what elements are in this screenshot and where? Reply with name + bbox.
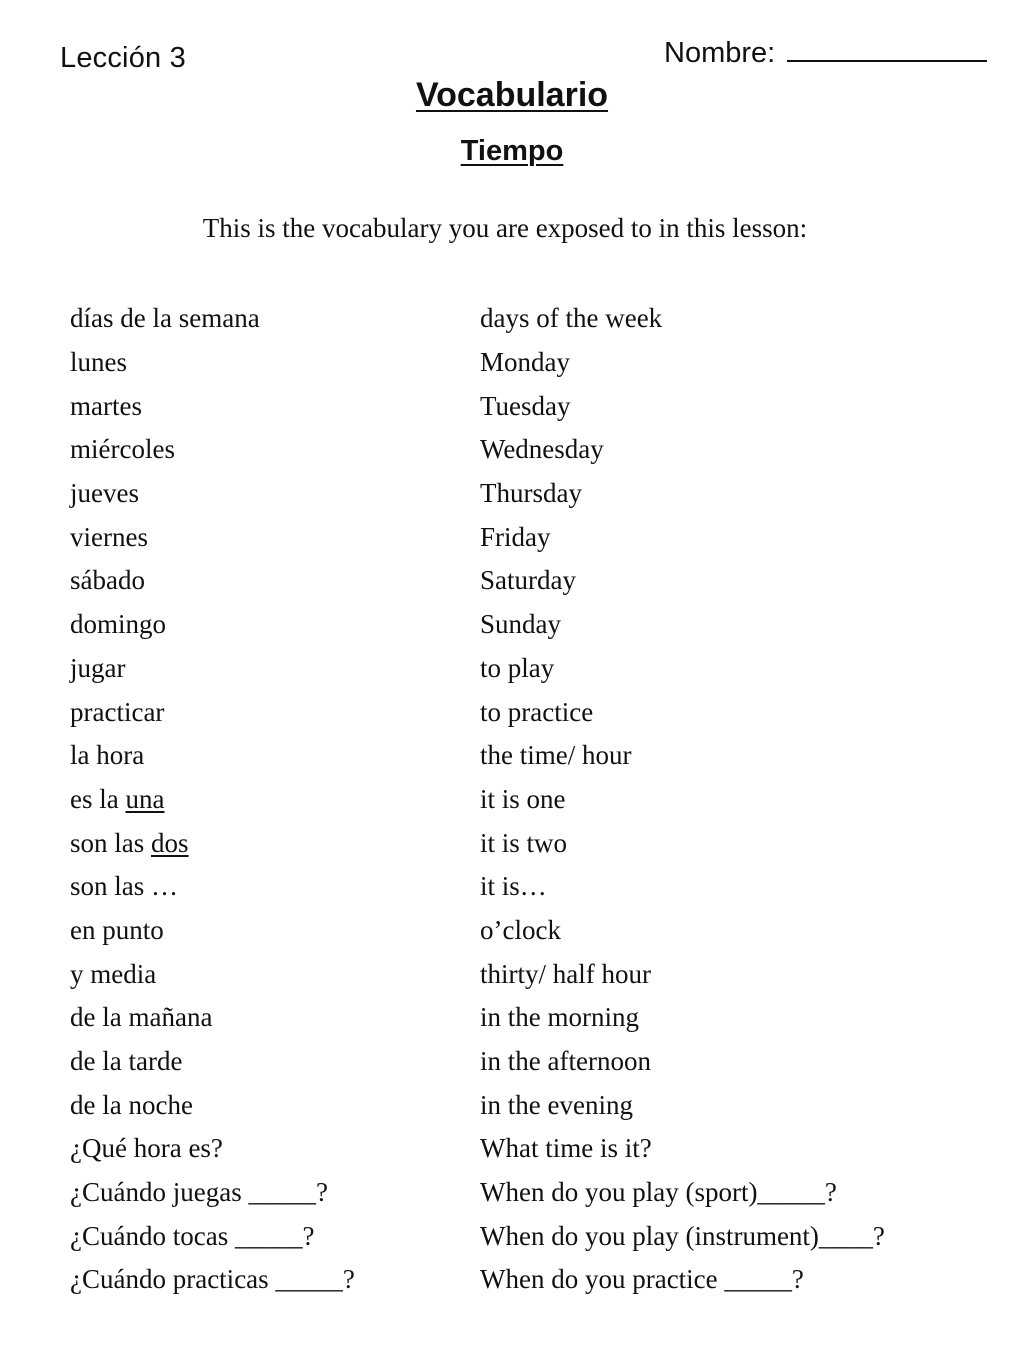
- underlined-number: una: [125, 783, 165, 814]
- vocab-row: [70, 647, 970, 691]
- vocab-row: [70, 1258, 970, 1302]
- term-prefix: es la: [70, 783, 126, 814]
- term-prefix: son las: [70, 827, 151, 858]
- vocab-row: [70, 778, 970, 822]
- spanish-term: ¿Cuándo practicas _____?: [70, 1264, 355, 1295]
- english-translation: Tuesday: [480, 390, 571, 421]
- vocab-row: [70, 384, 970, 428]
- spanish-term: la hora: [70, 740, 145, 771]
- english-translation: When do you play (instrument)____?: [480, 1220, 885, 1251]
- spanish-term: miércoles: [70, 434, 175, 465]
- english-translation: in the afternoon: [480, 1046, 651, 1077]
- english-translation: o’clock: [480, 914, 561, 945]
- vocab-row: [70, 1171, 970, 1215]
- vocab-row: [70, 341, 970, 385]
- spanish-term: ¿Qué hora es?: [70, 1133, 223, 1164]
- english-translation: When do you practice _____?: [480, 1264, 804, 1295]
- lesson-label: Lección 3: [60, 42, 186, 74]
- intro-text: This is the vocabulary you are exposed to in this lesson:: [202, 213, 808, 243]
- vocab-row: [70, 821, 970, 865]
- underlined-number: dos: [151, 827, 189, 858]
- english-translation: What time is it?: [480, 1133, 652, 1164]
- english-translation: to play: [480, 652, 555, 683]
- spanish-term: practicar: [70, 696, 165, 727]
- vocab-row: [70, 428, 970, 472]
- vocab-row: [70, 690, 970, 734]
- name-label: Nombre:: [664, 37, 776, 69]
- english-translation: it is one: [480, 783, 566, 814]
- vocab-row: [70, 734, 970, 778]
- spanish-term: sábado: [70, 565, 145, 596]
- spanish-term: ¿Cuándo tocas _____?: [70, 1220, 315, 1251]
- page-subtitle-text: Tiempo: [460, 135, 564, 167]
- spanish-term: en punto: [70, 914, 164, 945]
- vocab-row: [70, 472, 970, 516]
- english-translation: Sunday: [480, 609, 561, 640]
- name-field: [664, 32, 987, 70]
- english-translation: Friday: [480, 521, 551, 552]
- vocab-row: [70, 909, 970, 953]
- spanish-term: ¿Cuándo juegas _____?: [70, 1177, 328, 1208]
- vocab-row: [70, 865, 970, 909]
- spanish-term: de la mañana: [70, 1002, 213, 1033]
- english-translation: When do you play (sport)_____?: [480, 1177, 837, 1208]
- spanish-term: viernes: [70, 521, 148, 552]
- spanish-term: y media: [70, 958, 157, 989]
- vocab-row: [70, 297, 970, 341]
- english-translation: Thursday: [480, 478, 582, 509]
- english-translation: Monday: [480, 347, 570, 378]
- english-translation: Wednesday: [480, 434, 604, 465]
- spanish-term: días de la semana: [70, 303, 260, 334]
- vocab-row: [70, 996, 970, 1040]
- vocab-row: [70, 952, 970, 996]
- english-translation: the time/ hour: [480, 740, 632, 771]
- spanish-term: [70, 828, 480, 859]
- vocab-row: [70, 559, 970, 603]
- page-title-text: Vocabulario: [415, 76, 609, 114]
- spanish-term: martes: [70, 390, 142, 421]
- spanish-term: de la tarde: [70, 1046, 183, 1077]
- vocab-row: [70, 1040, 970, 1084]
- english-translation: days of the week: [480, 303, 663, 334]
- english-translation: thirty/ half hour: [480, 958, 651, 989]
- english-translation: in the morning: [480, 1002, 639, 1033]
- spanish-term: lunes: [70, 347, 127, 378]
- vocab-row: [70, 1127, 970, 1171]
- english-translation: in the evening: [480, 1089, 633, 1120]
- spanish-term: jugar: [70, 652, 126, 683]
- vocab-row: [70, 603, 970, 647]
- english-translation: it is…: [480, 871, 547, 902]
- page-subtitle: [0, 135, 1024, 168]
- english-translation: Saturday: [480, 565, 576, 596]
- english-translation: to practice: [480, 696, 594, 727]
- vocab-list: [70, 297, 970, 1302]
- spanish-term: son las …: [70, 871, 178, 902]
- spanish-term: jueves: [70, 478, 139, 509]
- page-title: [0, 76, 1024, 115]
- name-blank-line[interactable]: [787, 32, 987, 62]
- spanish-term: domingo: [70, 609, 167, 640]
- spanish-term: [70, 784, 480, 815]
- vocab-row: [70, 1214, 970, 1258]
- spanish-term: de la noche: [70, 1089, 193, 1120]
- vocab-row: [70, 1083, 970, 1127]
- vocab-row: [70, 515, 970, 559]
- english-translation: it is two: [480, 827, 568, 858]
